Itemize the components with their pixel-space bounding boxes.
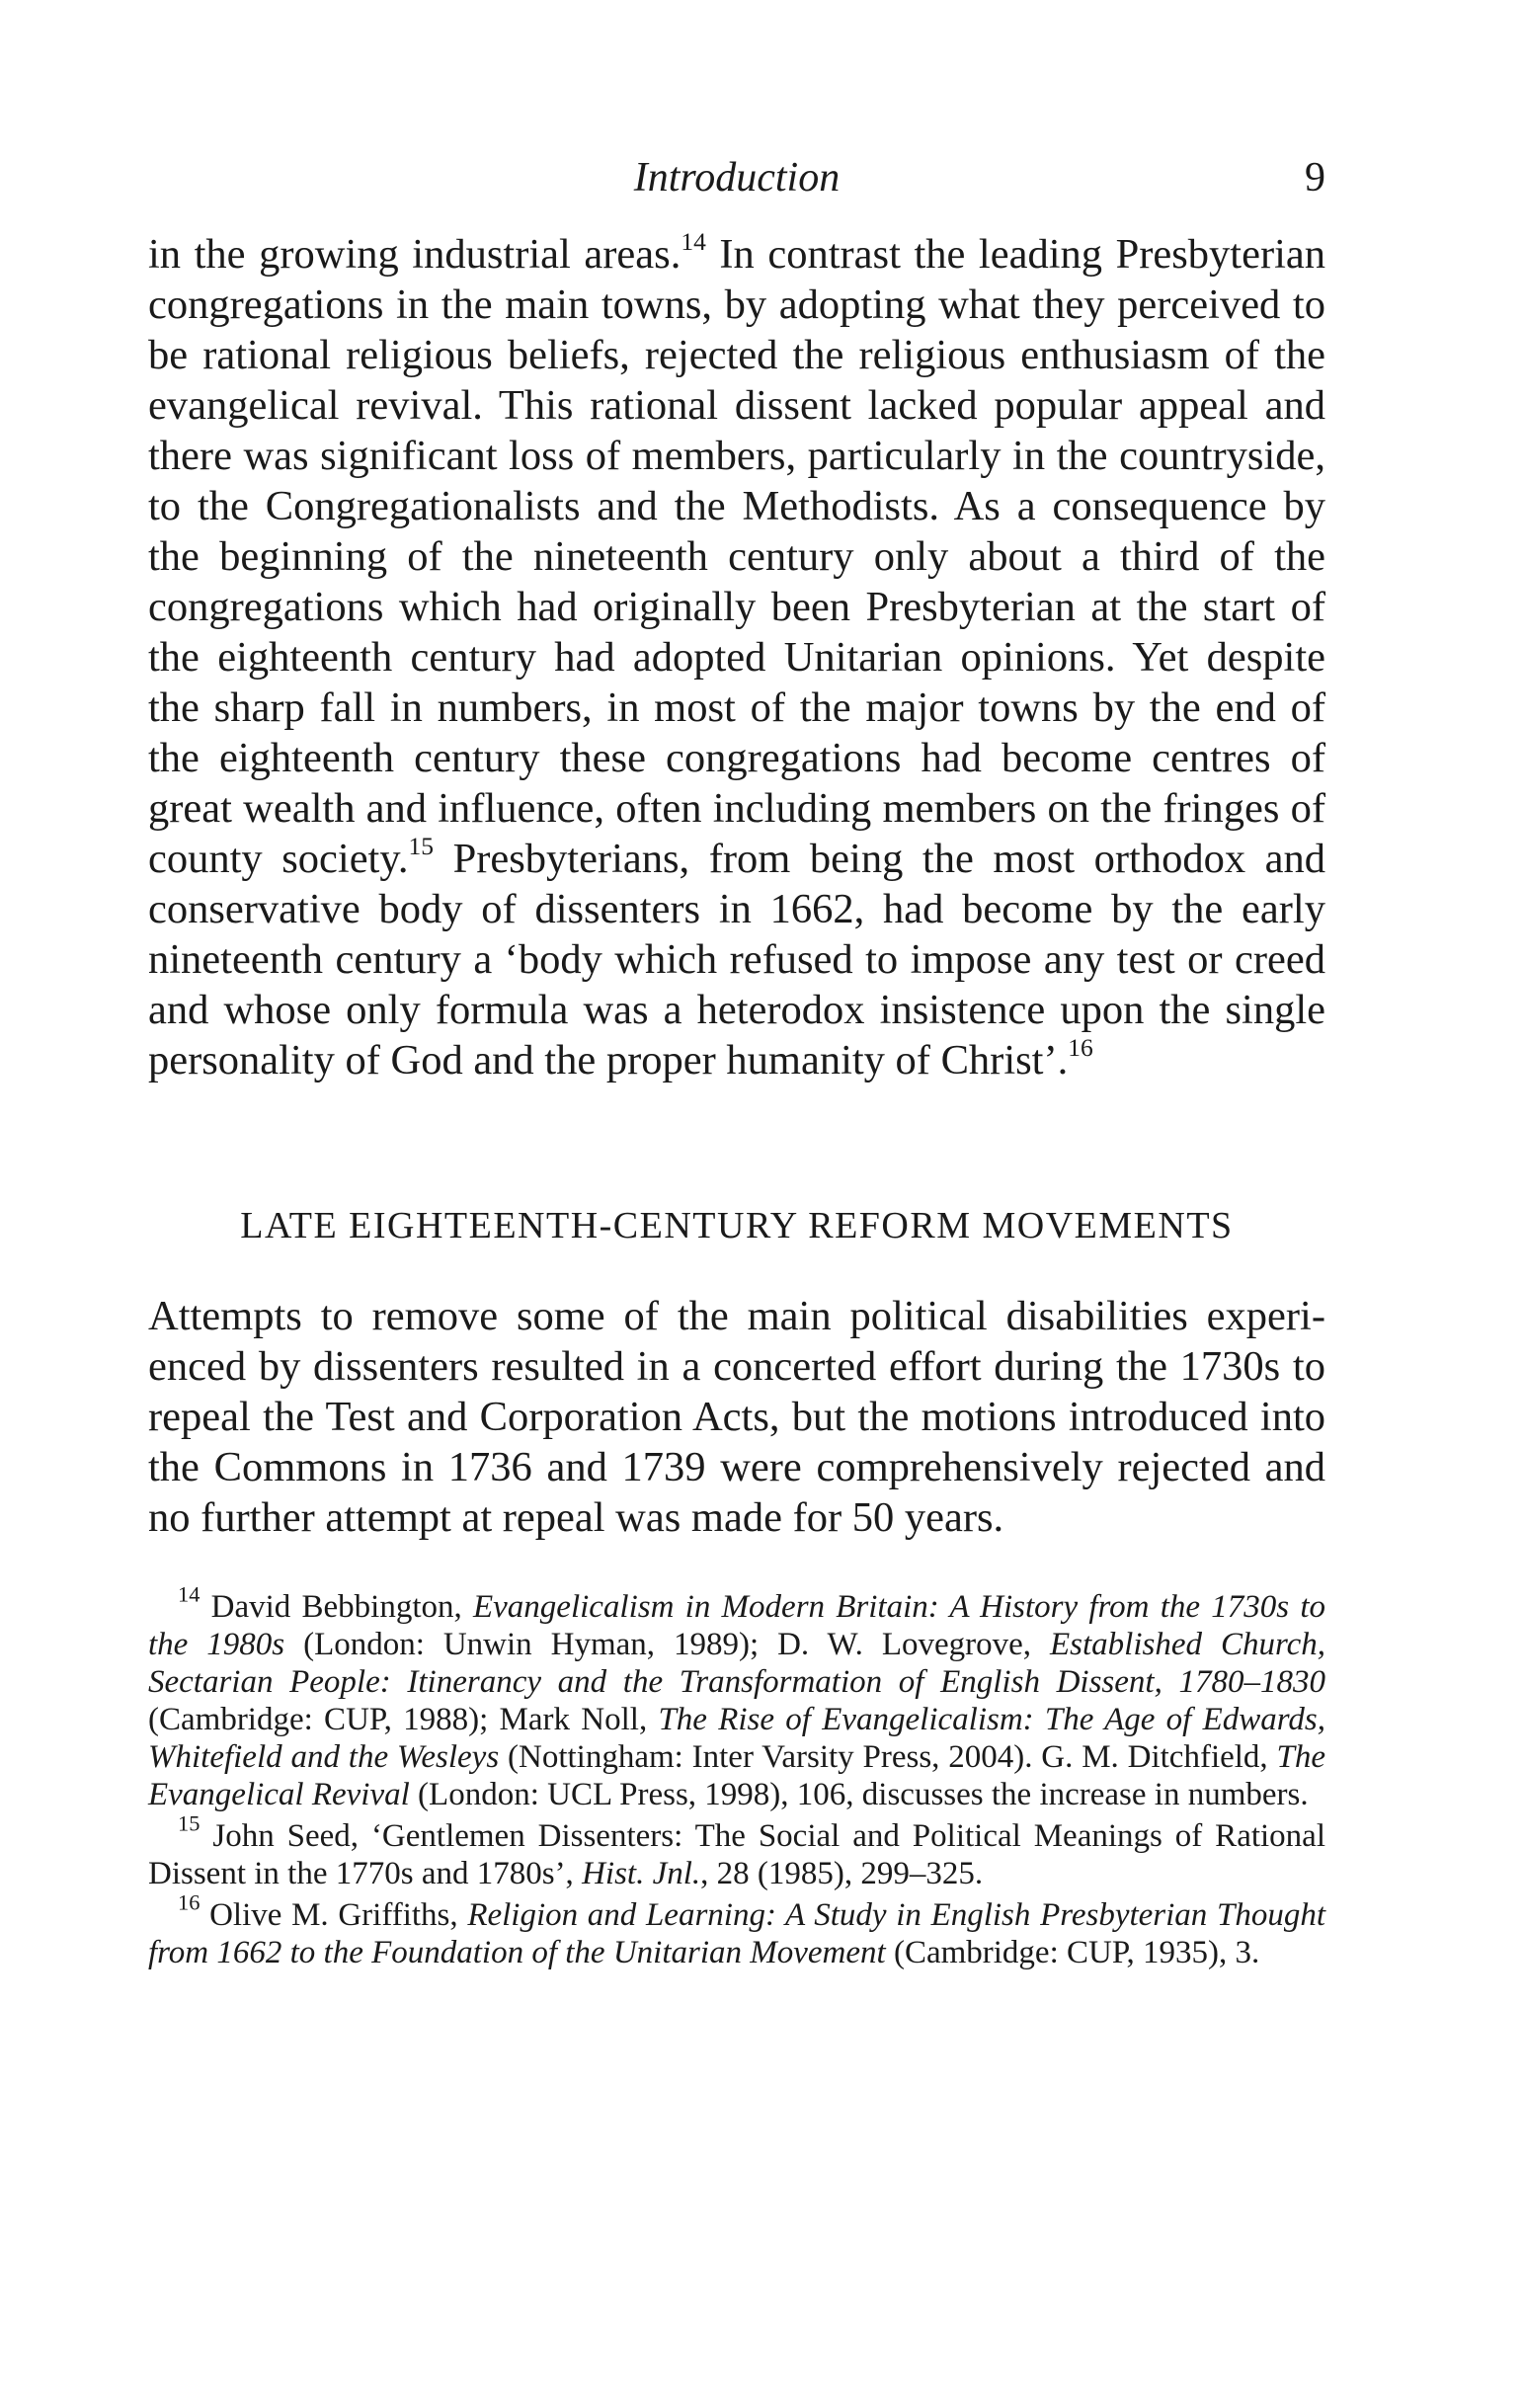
footnote-15 [148, 1810, 1325, 1892]
footnote-text: (London: Unwin Hyman, 1989); D. W. Lovegrove, [284, 1627, 1051, 1662]
footnote-text: , 28 (1985), 299–325. [700, 1856, 984, 1891]
footnote-number: 16 [178, 1889, 200, 1915]
footnote-text: (Cambridge: CUP, 1935), 3. [885, 1935, 1260, 1970]
footnotes [148, 1581, 1326, 1971]
footnote-ref-16: 16 [1068, 1033, 1093, 1063]
footnote-title: The Evangelical Revival [148, 1739, 1326, 1812]
page-number: 9 [1305, 155, 1325, 201]
footnote-text: David Bebbington, [200, 1589, 473, 1625]
footnote-title: Established Church, Sectarian People: Itinerancy and the Transformation of English Dissent, 1780–1830 [148, 1627, 1325, 1700]
footnote-title: Religion and Learning: A Study in English Presbyterian Thought from 1662 to the Foundation of the Unitarian Movement [148, 1897, 1325, 1970]
footnote-number: 15 [178, 1810, 200, 1836]
paragraph-1 [148, 229, 1325, 1085]
paragraph-1-text-a: in the growing industrial areas. [148, 231, 681, 278]
paragraph-1-text-b: In contrast the leading Presbyterian congregations in the main towns, by adopting what they perceived to be rational religious beliefs, rejected the religious enthusiasm of the evangelical revival. This rational dissent lacked popular appeal and there was significant loss of members, particularly in the countryside, to the Congregationalists and the Methodists. As a consequence by the beginning of the nineteenth century only about a third of the congregations which had originally been Presbyterian at the start of the eighteenth century had adopted Unitarian opinions. Yet despite the sharp fall in numbers, in most of the major towns by the end of the eighteenth century these congregations had become centres of great wealth and influence, often including members on the fringes of county society. [148, 231, 1326, 882]
paragraph-1-text-c: Presbyterians, from being the most orthodox and conservative body of dissenters in 1662, had become by the early nineteenth century a ‘body which refused to impose any test or creed and whose only formula was a heterodox insistence upon the single personality of God and the proper humanity of Christ’. [148, 836, 1326, 1084]
running-head [148, 148, 1325, 207]
footnote-16 [148, 1889, 1325, 1971]
footnote-text: (London: UCL Press, 1998), 106, discusses the increase in numbers. [409, 1777, 1309, 1812]
running-title: Introduction [633, 155, 841, 201]
footnote-title: The Rise of Evangelicalism: The Age of Edwards, Whitefield and the Wesleys [148, 1702, 1325, 1775]
footnote-ref-15: 15 [408, 832, 434, 861]
section-heading: LATE EIGHTEENTH-CENTURY REFORM MOVEMENTS [240, 1205, 1234, 1246]
footnote-text: (Cambridge: CUP, 1988); Mark Noll, [148, 1702, 659, 1737]
footnote-title: Hist. Jnl. [582, 1856, 701, 1891]
footnote-text: (Nottingham: Inter Varsity Press, 2004). G. M. Ditchfield, [499, 1739, 1277, 1775]
paragraph-2: Attempts to remove some of the main political disabilities experienced by dissenters resulted in a concerted effort during the 1730s to repeal the Test and Corporation Acts, but the motions introduced into the Commons in 1736 and 1739 were comprehensively rejected and no further attempt at repeal was made for 50 years. [148, 1293, 1325, 1541]
footnote-title: Evangelicalism in Modern Britain: A History from the 1730s to the 1980s [148, 1589, 1325, 1662]
footnote-text: Olive M. Griffiths, [200, 1897, 468, 1933]
book-page [148, 148, 1325, 1975]
footnote-number: 14 [178, 1581, 200, 1607]
footnote-14 [148, 1581, 1326, 1813]
footnote-ref-14: 14 [681, 227, 706, 257]
body-text [148, 229, 1325, 1543]
footnote-text: John Seed, ‘Gentlemen Dissenters: The Social and Political Meanings of Rational Dissent in the 1770s and 1780s’, [148, 1818, 1325, 1891]
